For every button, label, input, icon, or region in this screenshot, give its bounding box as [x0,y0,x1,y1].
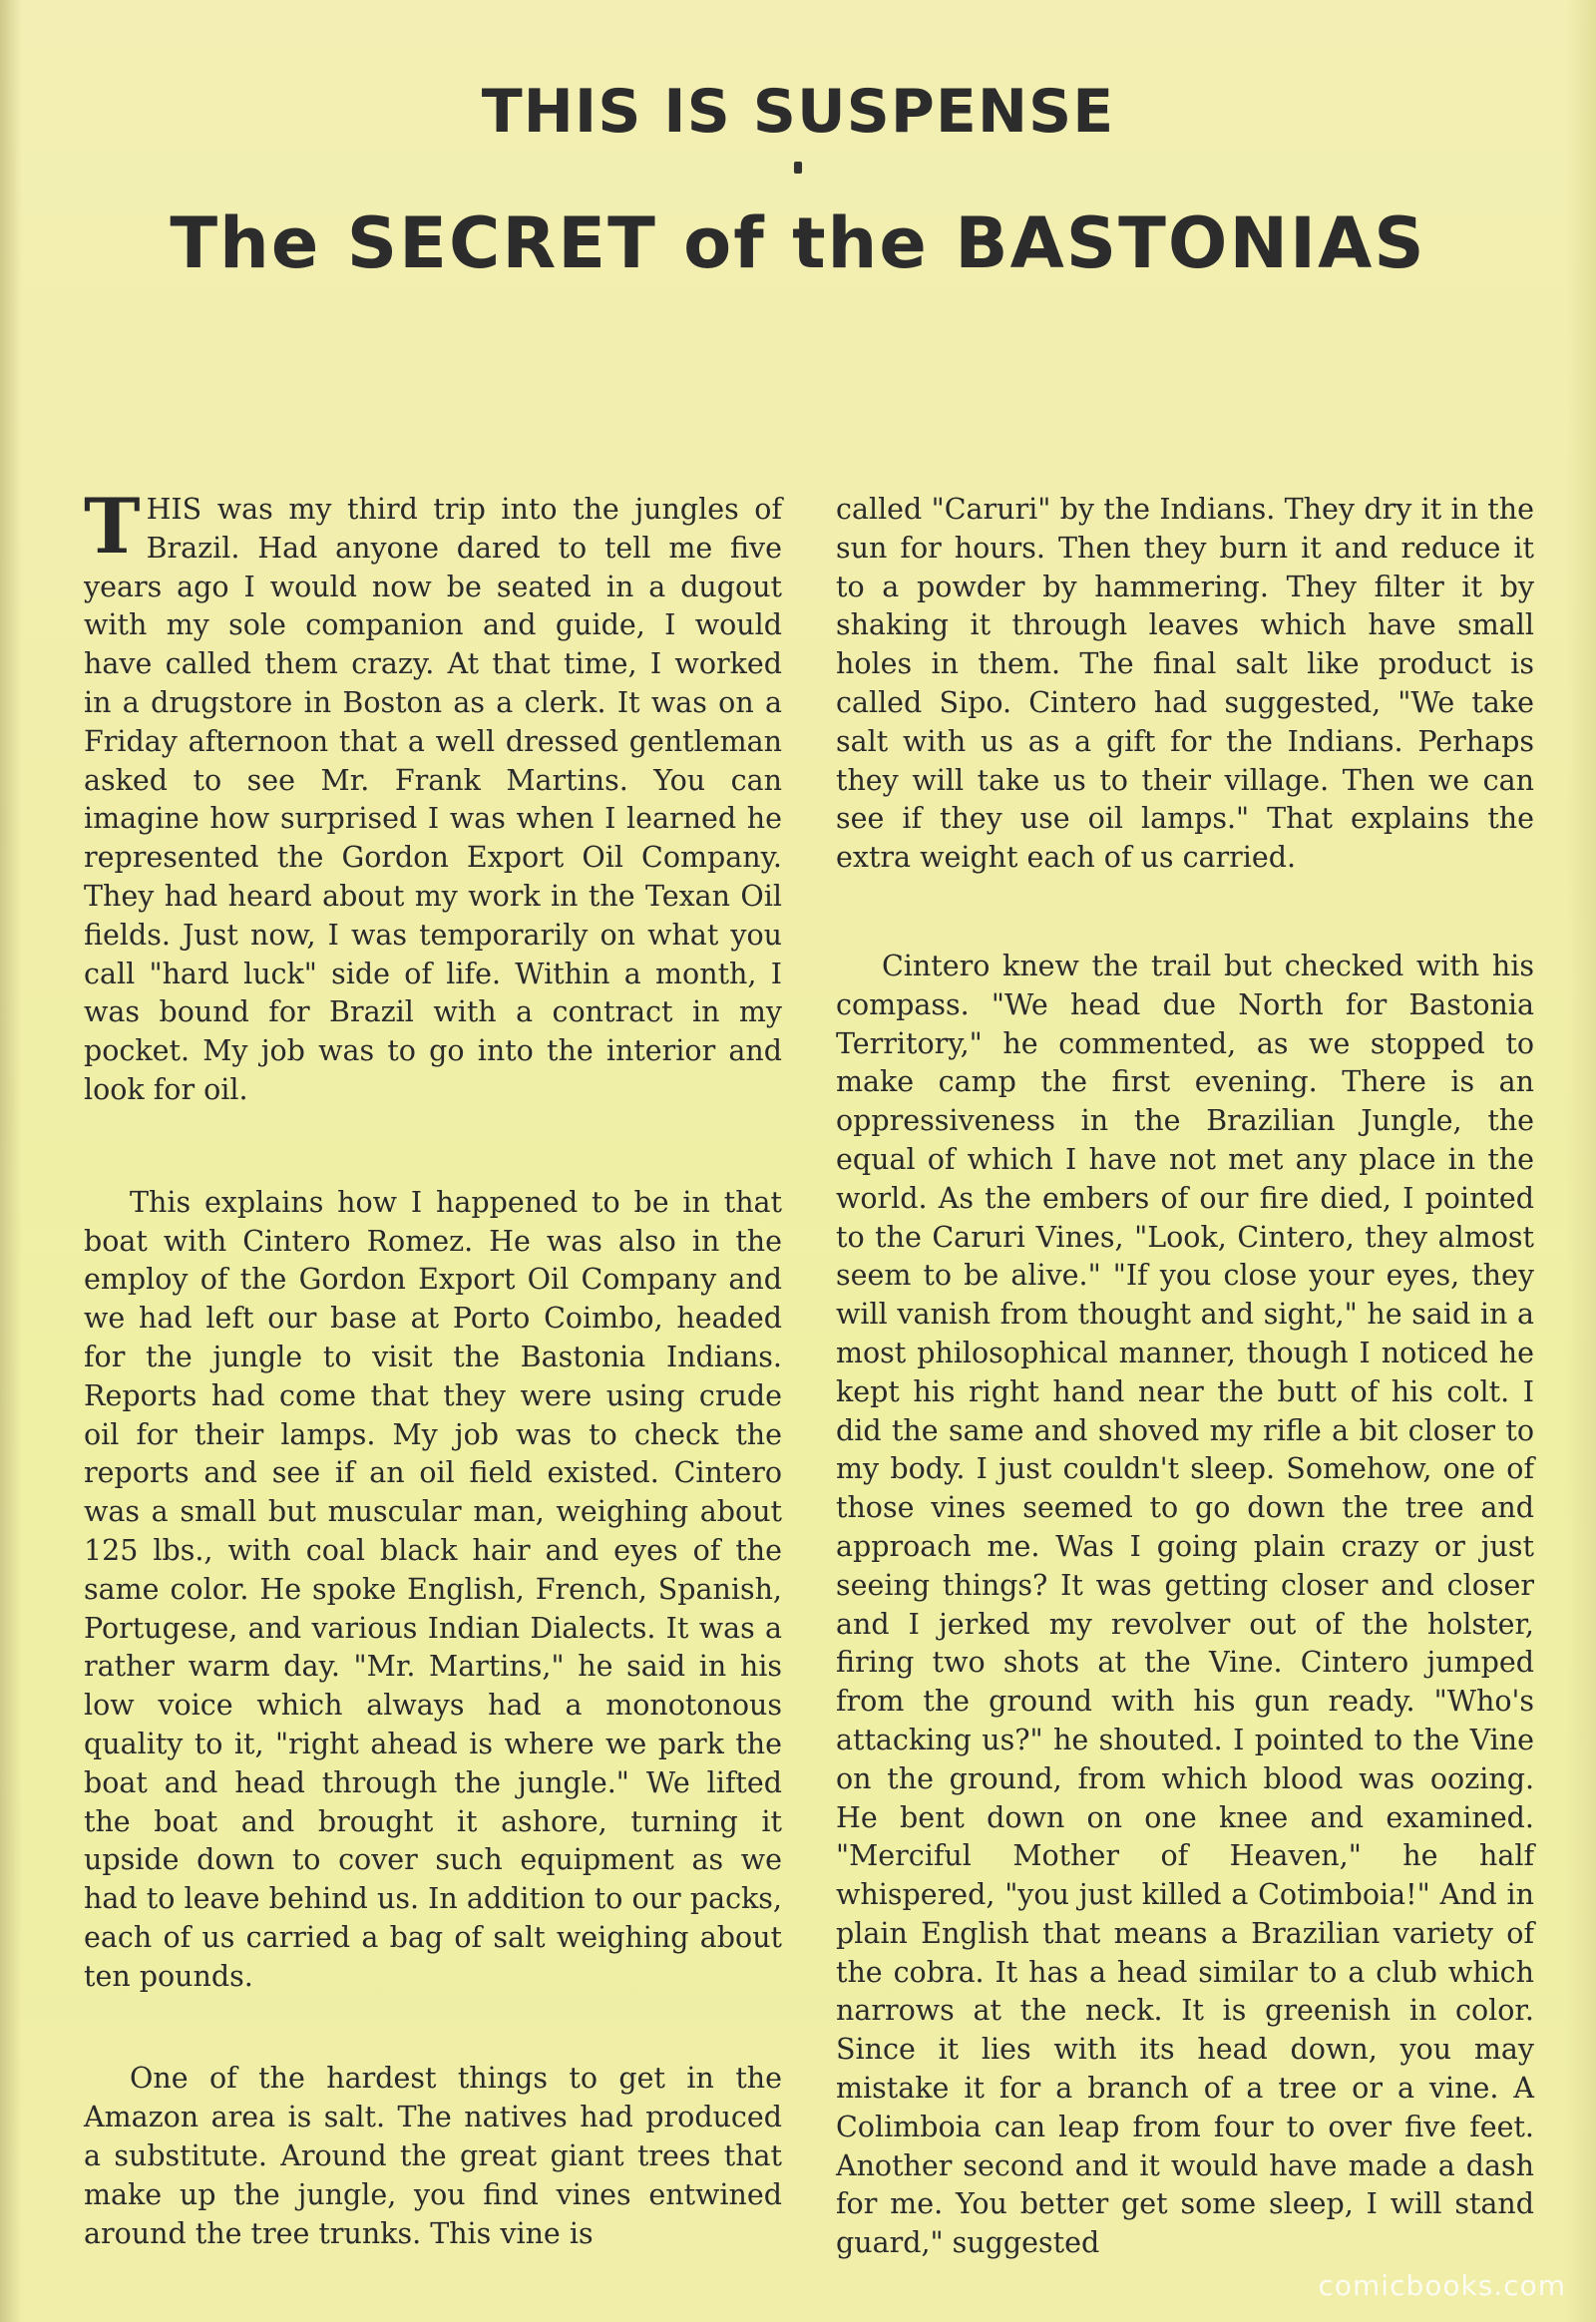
paragraph-4: called "Caruri" by the Indians. They dry it in the sun for hours. Then they burn it and reduce it to a powder by hammering. They filter it by shaking it through leaves which have small holes in them. The final salt like product is called Sipo. Cintero had suggested, "We take salt with us as a gift for the Indians. Perhaps they will take us to their village. Then we can see if they use oil lamps." That explains the extra weight each of us carried. [836,493,1534,875]
paragraph-3: One of the hardest things to get in the Amazon area is salt. The natives had produced a substitute. Around the great giant trees that make up the jungle, you find vines entwined around the tree trunks. This vine is [84,2062,782,2250]
title-separator-dot [794,162,802,174]
left-column [84,482,782,2253]
watermark: comicbooks.com [1318,2269,1566,2302]
paragraph-2: This explains how I happened to be in that boat with Cintero Romez. He was also in the employ of the Gordon Export Oil Company and we had left our base at Porto Coimbo, headed for the jungle to visit the Bastonia Indians. Reports had come that they were using crude oil for their lamps. My job was to check the reports and see if an oil field existed. Cintero was a small but muscular man, weighing about 125 lbs., with coal black hair and eyes of the same color. He spoke English, French, Spanish, Portugese, and various Indian Dialects. It was a rather warm day. "Mr. Martins," he said in his low voice which always had a monotonous quality to it, "right ahead is where we park the boat and head through the jungle." We lifted the boat and brought it ashore, turning it upside down to cover such equipment as we had to leave behind us. In addition to our packs, each of us carried a bag of salt weighing about ten pounds. [84,1185,782,1993]
paragraph-1-text: HIS was my third trip into the jungles of Brazil. Had anyone dared to tell me five years ago I would now be seated in a dugout with my sole companion and guide, I would have called them crazy. At that time, I worked in a drugstore in Boston as a clerk. It was on a Friday afternoon that a well dressed gentleman asked to see Mr. Frank Martins. You can imagine how surprised I was when I learned he represented the Gordon Export Oil Company. They had heard about my work in the Texan Oil fields. Just now, I was temporarily on what you call "hard luck" side of life. Within a month, I was bound for Brazil with a contract in my pocket. My job was to go into the interior and look for oil. [84,493,782,1106]
page-edge-left [0,0,22,2322]
right-column [836,491,1534,2263]
drop-cap: T [84,482,141,571]
page-edge-right [1566,0,1596,2322]
series-title: THIS IS SUSPENSE [481,77,1115,147]
page-header [0,70,1596,291]
story-title: The SECRET of the BASTONIAS [170,202,1426,284]
paragraph-1 [84,482,782,1110]
paragraph-5: Cintero knew the trail but checked with his compass. "We head due North for Bastonia Territory," he commented, as we stopped to make camp the first evening. There is an oppressiveness in the Brazilian Jungle, the equal of which I have not met any place in the world. As the embers of our fire died, I pointed to the Caruri Vines, "Look, Cintero, they almost seem to be alive." "If you close your eyes, they will vanish from thought and sight," he said in a most philosophical manner, though I noticed he kept his right hand near the butt of his colt. I did the same and shoved my rifle a bit closer to my body. I just couldn't sleep. Somehow, one of those vines seemed to go down the tree and approach me. Was I going plain crazy or just seeing things? It was getting closer and closer and I jerked my revolver out of the holster, firing two shots at the Vine. Cintero jumped from the ground with his gun ready. "Who's attacking us?" he shouted. I pointed to the Vine on the ground, from which blood was oozing. He bent down on one knee and examined. "Merciful Mother of Heaven," he half whispered, "you just killed a Cotimboia!" And in plain English that means a Brazilian variety of the cobra. It has a head similar to a club which narrows at the neck. It is greenish in color. Since it lies with its head down, you may mistake it for a branch of a tree or a vine. A Colimboia can leap from four to over five feet. Another second and it would have made a dash for me. You better get some sleep, I will stand guard," suggested [836,949,1534,2260]
